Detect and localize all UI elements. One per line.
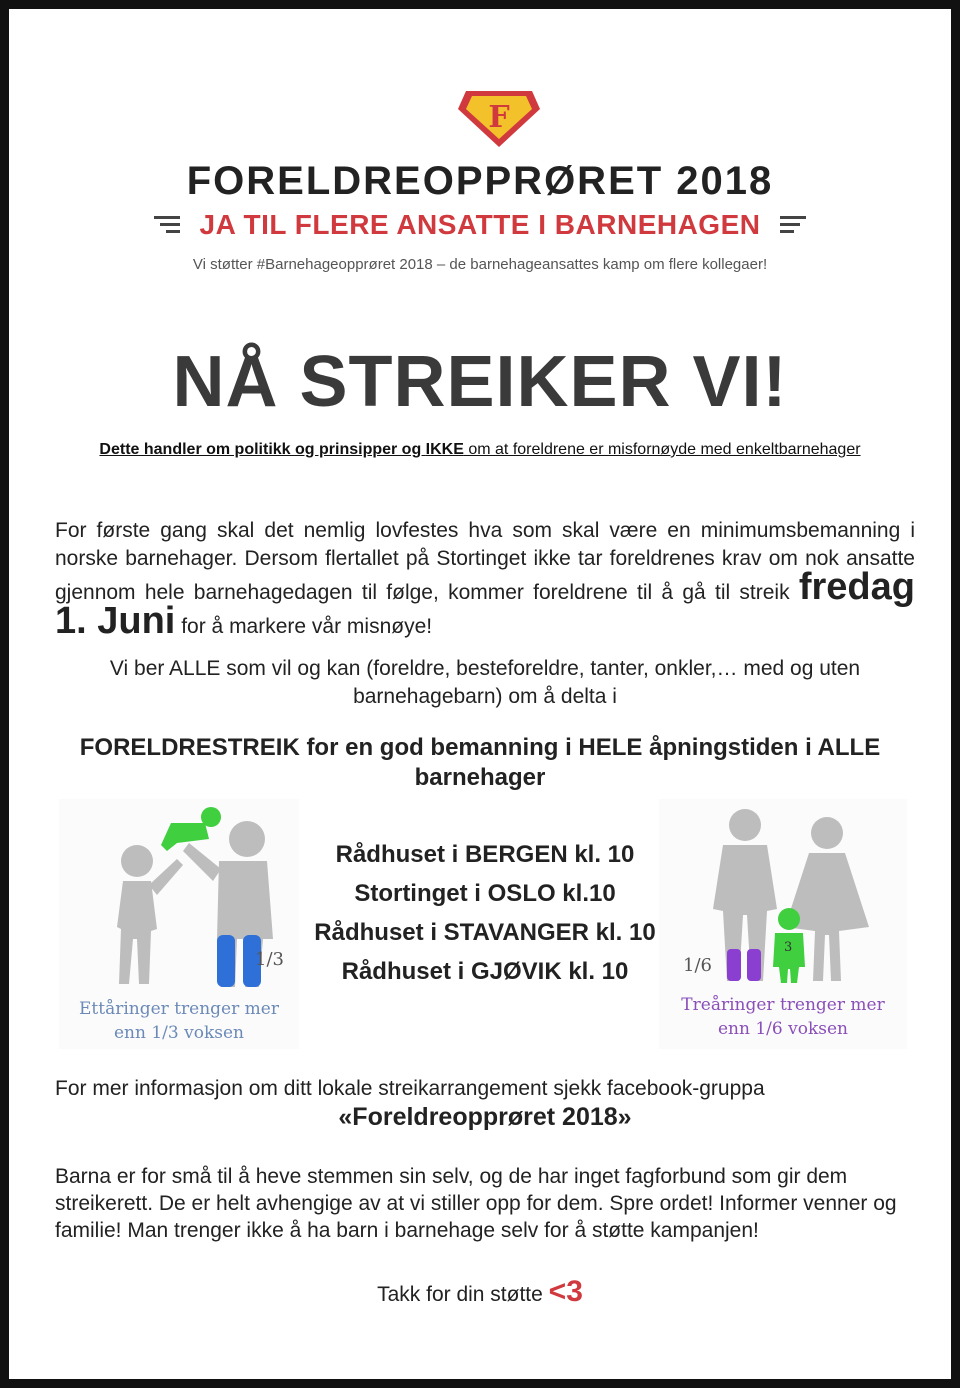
location-item: Stortinget i OSLO kl.10 xyxy=(354,880,616,907)
strike-locations xyxy=(309,841,661,997)
speed-lines-icon xyxy=(154,214,180,236)
strike-title: FORELDRESTREIK for en god bemanning i HELE åpningstiden i ALLE barnehager xyxy=(79,734,881,791)
flyer-page xyxy=(9,9,951,1379)
support-statement: Vi støtter #Barnehageopprøret 2018 – de barnehageansattes kamp om flere kollegaer! xyxy=(192,256,768,273)
more-info-text: For mer informasjon om ditt lokale streikarrangement sjekk facebook-gruppa xyxy=(55,1077,765,1100)
caption-line: enn 1/3 voksen xyxy=(114,1023,244,1043)
three-year-olds-illustration xyxy=(659,799,907,1049)
tagline: JA TIL FLERE ANSATTE I BARNEHAGEN xyxy=(199,209,761,240)
subline-ikke: IKKE xyxy=(425,441,464,458)
thanks-text: Takk for din støtte xyxy=(377,1283,543,1306)
figure-caption xyxy=(659,993,907,1041)
subline xyxy=(9,441,951,459)
brand-title: FORELDREOPPRØRET 2018 xyxy=(186,159,774,203)
child-age-label: 3 xyxy=(784,940,793,955)
logo-letter: F xyxy=(488,100,510,135)
location-item: Rådhuset i STAVANGER kl. 10 xyxy=(314,919,656,946)
adult-lifting-child-icon xyxy=(59,799,299,999)
strike-date: fredag 1. Juni xyxy=(55,566,915,642)
intro-text: For første gang skal det nemlig lovfestes hva som skal være en minimumsbemanning i norske barnehager. Dersom flertallet på Stortinget ikke tar foreldrenes krav om nok ansatte gjennom hele barnehagedagen til følge, kommer foreldrene til å gå til streik xyxy=(55,519,915,604)
subline-part-3: om at foreldrene er misfornøyde med enkeltbarnehager xyxy=(463,441,861,458)
thanks-line xyxy=(9,1275,951,1309)
heart-symbol: <3 xyxy=(548,1275,583,1308)
caption-line: Ettåringer trenger mer xyxy=(79,999,279,1019)
speed-lines-icon xyxy=(780,214,806,236)
location-item: Rådhuset i GJØVIK kl. 10 xyxy=(341,958,629,985)
headline: NÅ STREIKER VI! xyxy=(172,342,788,422)
caption-line: Treåringer trenger mer xyxy=(681,995,885,1015)
family-group-icon xyxy=(659,799,907,999)
caption-line: enn 1/6 voksen xyxy=(718,1019,848,1039)
intro-paragraph xyxy=(55,517,915,641)
more-info xyxy=(55,1075,915,1131)
subline-part-1: Dette handler om politikk og prinsipper og xyxy=(99,441,426,458)
tagline-row xyxy=(9,209,951,241)
one-year-olds-illustration xyxy=(59,799,299,1049)
facebook-group-name: «Foreldreopprøret 2018» xyxy=(338,1103,632,1131)
location-item: Rådhuset i BERGEN kl. 10 xyxy=(335,841,635,868)
invite-text: Vi ber ALLE som vil og kan (foreldre, besteforeldre, tanter, onkler,… med og uten barnehagebarn) om å delta i xyxy=(109,657,861,708)
ratio-label: 1/6 xyxy=(683,955,712,976)
ratio-label: 1/3 xyxy=(255,949,284,970)
intro-after: for å markere vår misnøye! xyxy=(175,615,433,638)
superhero-emblem-logo xyxy=(456,87,542,149)
closing-paragraph: Barna er for små til å heve stemmen sin selv, og de har inget fagforbund som gir dem streikerett. De er helt avhengige av at vi stiller opp for dem. Spre ordet! Informer venner og familie! Man trenger ikke å ha barn i barnehage selv for å støtte kampanjen! xyxy=(55,1165,897,1242)
figure-caption xyxy=(59,997,299,1045)
